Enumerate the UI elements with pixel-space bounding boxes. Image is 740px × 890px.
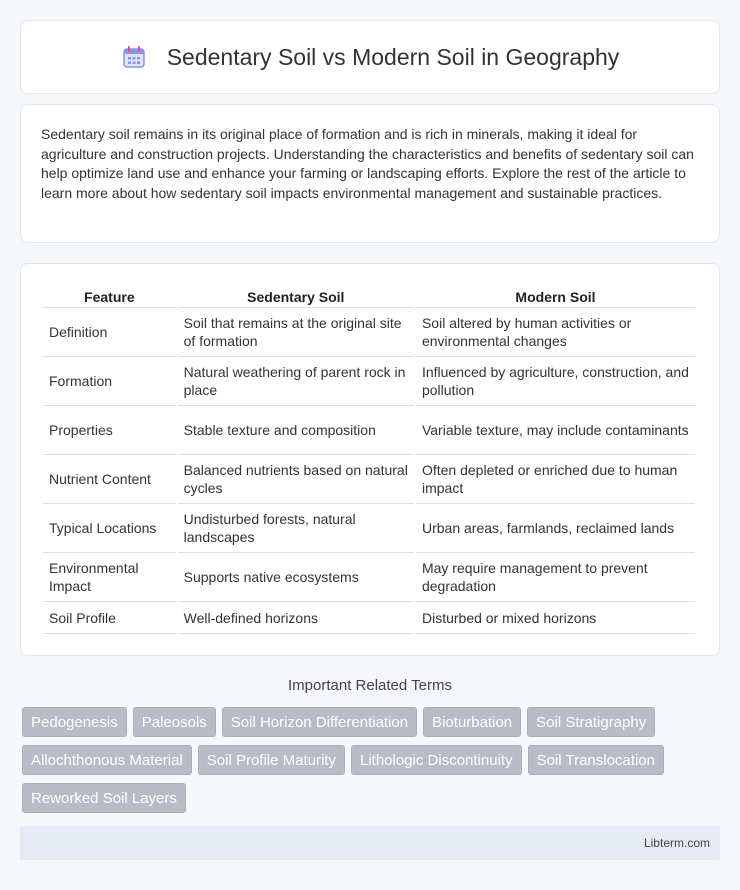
- modern-cell: Influenced by agriculture, construction, and pollution: [416, 357, 695, 406]
- sedentary-cell: Natural weathering of parent rock in place: [178, 357, 414, 406]
- table-row: [43, 406, 695, 455]
- title-card: [20, 20, 720, 94]
- table-row: [43, 602, 695, 634]
- tag-lithologic-discontinuity[interactable]: Lithologic Discontinuity: [351, 745, 522, 775]
- sedentary-cell: Well-defined horizons: [178, 602, 414, 634]
- tag-soil-horizon-differentiation[interactable]: Soil Horizon Differentiation: [222, 707, 417, 737]
- footer: [20, 826, 720, 860]
- tag-soil-profile-maturity[interactable]: Soil Profile Maturity: [198, 745, 345, 775]
- modern-cell: Soil altered by human activities or environmental changes: [416, 308, 695, 357]
- tag-soil-stratigraphy[interactable]: Soil Stratigraphy: [527, 707, 655, 737]
- table-row: [43, 357, 695, 406]
- footer-site-link[interactable]: Libterm.com: [643, 836, 710, 850]
- tag-pedogenesis[interactable]: Pedogenesis: [22, 707, 127, 737]
- modern-cell: Variable texture, may include contaminants: [416, 406, 695, 455]
- feature-cell: Formation: [43, 357, 176, 406]
- tag-reworked-soil-layers[interactable]: Reworked Soil Layers: [22, 783, 186, 813]
- header-feature: Feature: [43, 284, 176, 308]
- feature-cell: Nutrient Content: [43, 455, 176, 504]
- sedentary-cell: Undisturbed forests, natural landscapes: [178, 504, 414, 553]
- feature-cell: Typical Locations: [43, 504, 176, 553]
- related-terms-tags: [22, 707, 722, 821]
- sedentary-cell: Stable texture and composition: [178, 406, 414, 455]
- tag-soil-translocation[interactable]: Soil Translocation: [528, 745, 664, 775]
- intro-card: [20, 104, 720, 243]
- feature-cell: Environmental Impact: [43, 553, 176, 602]
- header-modern-soil: Modern Soil: [416, 284, 695, 308]
- header-sedentary-soil: Sedentary Soil: [178, 284, 414, 308]
- sedentary-cell: Soil that remains at the original site of formation: [178, 308, 414, 357]
- feature-cell: Definition: [43, 308, 176, 357]
- modern-cell: Often depleted or enriched due to human impact: [416, 455, 695, 504]
- modern-cell: May require management to prevent degradation: [416, 553, 695, 602]
- tag-allochthonous-material[interactable]: Allochthonous Material: [22, 745, 192, 775]
- sedentary-cell: Supports native ecosystems: [178, 553, 414, 602]
- sedentary-cell: Balanced nutrients based on natural cycles: [178, 455, 414, 504]
- table-header-row: [43, 284, 695, 308]
- related-terms-title: Important Related Terms: [288, 677, 452, 694]
- table-row: [43, 308, 695, 357]
- intro-text: Sedentary soil remains in its original place of formation and is rich in minerals, making it ideal for agriculture and construction projects. Understanding the characteristics and benefits of sedentary soil can help optimize land use and enhance your farming or landscaping efforts. Explore the rest of the article to learn more about how sedentary soil impacts environmental management and sustainable practices.: [41, 126, 694, 201]
- table-row: [43, 455, 695, 504]
- modern-cell: Disturbed or mixed horizons: [416, 602, 695, 634]
- table-row: [43, 504, 695, 553]
- page-title: Sedentary Soil vs Modern Soil in Geography: [166, 43, 620, 70]
- comparison-table-card: [20, 263, 720, 656]
- tag-paleosols[interactable]: Paleosols: [133, 707, 216, 737]
- table-row: [43, 553, 695, 602]
- feature-cell: Soil Profile: [43, 602, 176, 634]
- modern-cell: Urban areas, farmlands, reclaimed lands: [416, 504, 695, 553]
- comparison-table: [41, 284, 697, 634]
- calendar-icon: [121, 44, 147, 70]
- feature-cell: Properties: [43, 406, 176, 455]
- tag-bioturbation[interactable]: Bioturbation: [423, 707, 521, 737]
